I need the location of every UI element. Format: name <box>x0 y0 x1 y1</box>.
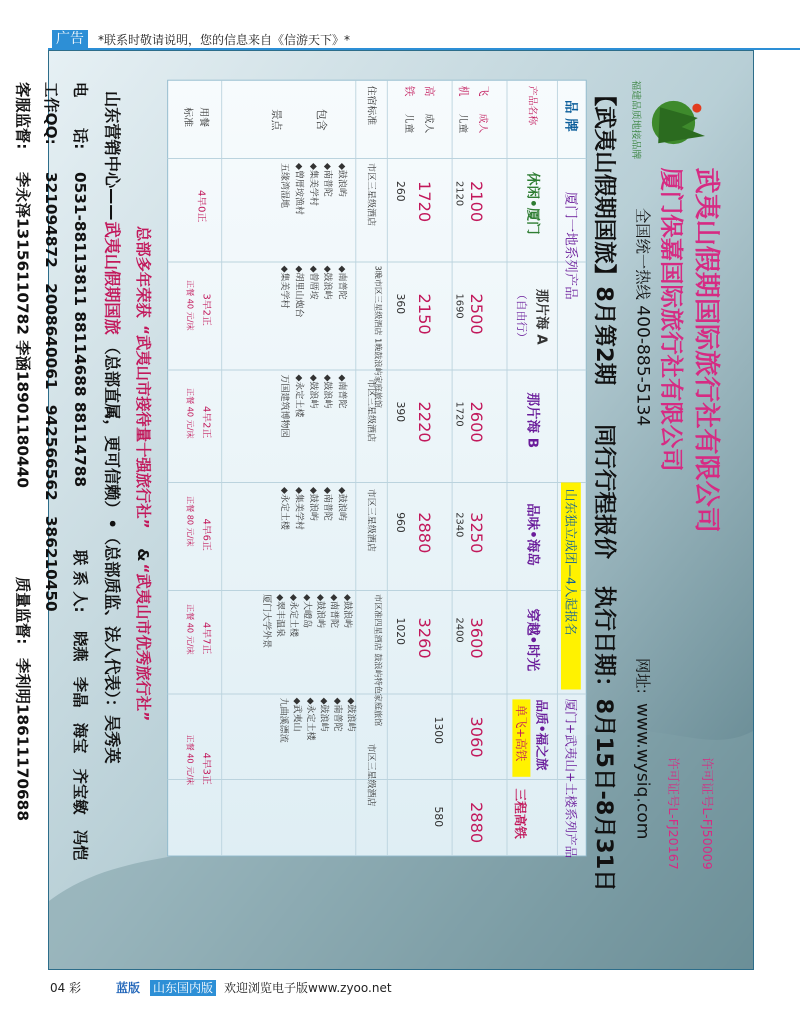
label-fly-child: 儿童 <box>457 113 469 134</box>
price-fly-adult: 3250 <box>467 512 486 554</box>
product-name: 休闲•厦门 <box>524 172 541 235</box>
source-note: *联系时敬请说明，您的信息来自《信游天下》* <box>98 33 351 47</box>
hotel: 市区准四星酒店 鼓浪屿特色家庭旅馆 <box>373 594 384 727</box>
label-meal-2: 标准 <box>181 107 193 127</box>
hotel: 市区三星级酒店 <box>365 378 376 443</box>
product-name: 那片海 B <box>524 392 541 448</box>
price-fly-child: 1300 <box>432 716 446 744</box>
sight: ◆鼓浪屿 <box>322 265 333 300</box>
advertisement-sheet <box>13 50 754 970</box>
website-label: 网址: <box>633 657 652 694</box>
price-fly-child: 2340 <box>453 512 465 538</box>
label-rail-child: 儿童 <box>403 113 415 134</box>
brand-tag: 福建品质地接品牌 <box>630 80 641 160</box>
label-sights: 景点 <box>270 109 283 131</box>
meal: 4早7正 <box>200 621 212 655</box>
meal-standard: 正餐 40 元/床 <box>185 388 196 439</box>
offer-subtitle: 同行行程报价 <box>591 424 617 560</box>
quality-supervision: 李利明18611170688 <box>13 657 32 821</box>
price-rail-child: 390 <box>394 401 408 423</box>
sight: ◆鼓浪屿 <box>341 594 352 629</box>
label-tie: 铁 <box>403 85 417 97</box>
price-fly-adult: 2600 <box>467 401 486 443</box>
label-ji: 机 <box>457 85 471 97</box>
price-fly-adult: 2100 <box>467 181 486 223</box>
sight: ◆南普陀 <box>336 265 347 300</box>
license-2: 许可证号L-FJ20167 <box>666 757 681 870</box>
price-rail-adult: 2880 <box>414 512 434 554</box>
sight: ◆永定土楼 <box>279 487 289 530</box>
product-sub: （自由行） <box>514 289 528 343</box>
price-rail-child: 360 <box>394 293 408 315</box>
ad-label: 广告 <box>52 30 88 48</box>
label-meal-1: 用餐 <box>198 107 209 127</box>
footer-website[interactable]: 欢迎浏览电子版www.zyoo.net <box>224 981 392 995</box>
label-product: 产品名称 <box>526 85 538 126</box>
sight: ◆曾厝垵 <box>307 265 318 300</box>
sight: ◆武夷山 <box>291 697 302 732</box>
rotated-advertisement <box>13 51 753 969</box>
service-label: 客服监督: <box>13 82 32 150</box>
service-supervision: 李永泽13156110782 李涵18901180440 <box>13 172 32 488</box>
slogan-line-2-c: （总部直属，更可信赖） <box>102 338 122 517</box>
price-fly-child: 1720 <box>453 401 465 427</box>
qq-label: 工作QQ: <box>42 82 61 145</box>
label-fly: 飞 <box>477 85 490 97</box>
sight: ◆集美学村 <box>307 163 318 206</box>
offer-title: 【武夷山假期国旅】8月第2期 <box>591 83 617 386</box>
company-name-1: 武夷山假期国际旅行社有限公司 <box>690 167 721 533</box>
slogan-line-1-b: “武夷山市接待量十强旅行社” <box>134 325 152 529</box>
group-shandong: 山东独立成团—4人起报名 <box>563 488 579 636</box>
sight: ◆集美学村 <box>279 265 289 309</box>
slogan-line-2-b: 武夷山假期国旅 <box>102 221 122 335</box>
meal: 4早6正 <box>200 518 212 551</box>
label-rail-adult: 成人 <box>423 113 434 134</box>
hotel: 3晚市区三星级酒店 1晚鼓浪屿家庭旅馆 <box>373 265 384 408</box>
edition-label: 蓝版 <box>116 981 141 995</box>
price-fly-child: 1690 <box>453 293 465 319</box>
sight: 九曲溪漂流 <box>278 697 289 743</box>
meal: 4早3正 <box>200 752 212 785</box>
website[interactable]: www.wysiq.com <box>632 703 653 840</box>
price-rail-adult: 2220 <box>414 401 434 443</box>
meal: 4早2正 <box>200 406 212 439</box>
phone-label: 电 话: <box>71 82 89 150</box>
page-footer <box>40 976 800 1000</box>
sight: ◆胡里山炮台 <box>293 265 304 318</box>
sight: ◆南普陀 <box>332 697 343 732</box>
price-fly-child: 2120 <box>453 181 465 207</box>
label-fly-adult: 成人 <box>477 113 488 134</box>
sight: ◆鼓浪屿 <box>336 163 347 197</box>
sight: ◆鼓浪屿 <box>322 374 333 409</box>
label-hotel: 住宿标准 <box>365 85 377 126</box>
sight: ◆翠丰温泉 <box>274 594 285 638</box>
label-brand: 品 牌 <box>562 100 579 132</box>
product-name: 穿越•时光 <box>524 608 541 672</box>
sight: ◆集美学村 <box>293 487 304 530</box>
group-wuyi: 厦门+武夷山+土楼系列产品 <box>563 698 579 859</box>
quality-label: 质量监督: <box>13 577 32 645</box>
license-1: 许可证号L-FJ50009 <box>700 757 716 870</box>
label-include: 包含 <box>314 109 328 131</box>
contact-label: 联 系 人: <box>71 550 89 613</box>
company-name-2: 厦门保嘉国际旅行社有限公司 <box>657 167 686 472</box>
slogan-line-1-a: 总部多年荣获 <box>134 225 152 318</box>
meal-standard: 正餐 40 元/床 <box>185 603 196 655</box>
price-fly-child: 2400 <box>453 617 465 643</box>
sight: ◆大嶝岛 <box>301 594 312 629</box>
sight: ◆永定土楼 <box>293 374 304 418</box>
product-name: 品味•海岛 <box>524 503 541 566</box>
price-rail-adult: 1720 <box>414 181 434 223</box>
hotline-label: 全国统一热线 <box>633 207 652 300</box>
sight: ◆永定土楼 <box>287 594 298 638</box>
phone-numbers: 0531-88113811 88114688 88114788 <box>71 172 89 488</box>
product-name: 那片海 A <box>533 289 550 345</box>
sight: 万国建筑博物园 <box>279 374 289 438</box>
sight: ◆南普陀 <box>322 163 333 197</box>
slogan-line-1-c: & <box>134 548 152 562</box>
meal: 4早0正 <box>195 190 207 223</box>
hotel: 市区三星级酒店 <box>365 163 376 227</box>
page-number: 04 彩 <box>50 981 82 995</box>
sight: ◆鼓浪屿 <box>318 697 329 732</box>
sight: ◆南普陀 <box>328 594 339 629</box>
label-gao: 高 <box>423 85 437 97</box>
hotel: 市区三星级酒店 <box>365 743 376 807</box>
sight: ◆鼓浪屿 <box>345 697 356 732</box>
sight: ◆鼓浪屿 <box>307 487 318 521</box>
sight: ◆曾厝垵渔村 <box>293 163 304 215</box>
price-rail-child: 960 <box>394 512 408 533</box>
meal-standard: 正餐 80 元/床 <box>185 496 196 547</box>
sight: ◆永定土楼 <box>305 697 316 741</box>
validity-period: 执行日期：8月15日-8月31日 <box>591 585 617 892</box>
hotline: 400-885-5134 <box>632 305 653 427</box>
sight: ◆鼓浪屿 <box>314 594 325 629</box>
sight: ◆鼓浪屿 <box>336 487 347 521</box>
section-label: 山东国内版 <box>150 980 216 996</box>
group-xiamen: 厦门一地系列产品 <box>562 191 579 300</box>
top-bar <box>0 0 800 50</box>
meal: 3早2正 <box>200 293 212 326</box>
price-rail-adult: 3260 <box>414 617 434 659</box>
sight: 五缘湾湿地 <box>279 163 289 209</box>
price-rail-child: 260 <box>394 181 408 202</box>
price-fly-adult: 2880 <box>467 802 486 844</box>
slogan-line-2-a: 山东营销中心—— <box>102 91 122 221</box>
slogan-line-2-d: •（总部质监、法人代表）：吴秀英 <box>102 518 122 764</box>
sight: ◆南普陀 <box>322 487 333 521</box>
contact-names: 晓燕 李晶 海宝 齐宝敏 冯恺 <box>71 630 89 861</box>
product-name: 品质•福之旅 <box>534 699 550 771</box>
meal-standard: 正餐 40 元/床 <box>185 280 196 331</box>
price-rail-child: 1020 <box>394 617 408 645</box>
price-table <box>168 80 587 858</box>
hotel: 市区三星级酒店 <box>365 488 376 552</box>
price-fly-adult: 3600 <box>467 617 486 659</box>
slogan-line-1-d: “武夷山市优秀旅行社” <box>134 563 152 722</box>
price-fly-child: 580 <box>432 806 446 828</box>
product-sub: 单飞+高铁 <box>513 704 528 762</box>
qq-numbers: 321094872 2008640061 942566562 386210450 <box>42 172 61 612</box>
meal-standard: 正餐 40 元/床 <box>185 734 196 786</box>
sight: ◆鼓浪屿 <box>307 374 318 409</box>
price-rail-adult: 2150 <box>414 293 434 335</box>
price-fly-adult: 2500 <box>467 293 486 335</box>
sight: 厦门大学外景 <box>261 594 271 649</box>
sight: ◆南普陀 <box>336 374 347 409</box>
price-fly-adult: 3060 <box>467 716 486 758</box>
product-name: 三程高铁 <box>513 788 528 839</box>
